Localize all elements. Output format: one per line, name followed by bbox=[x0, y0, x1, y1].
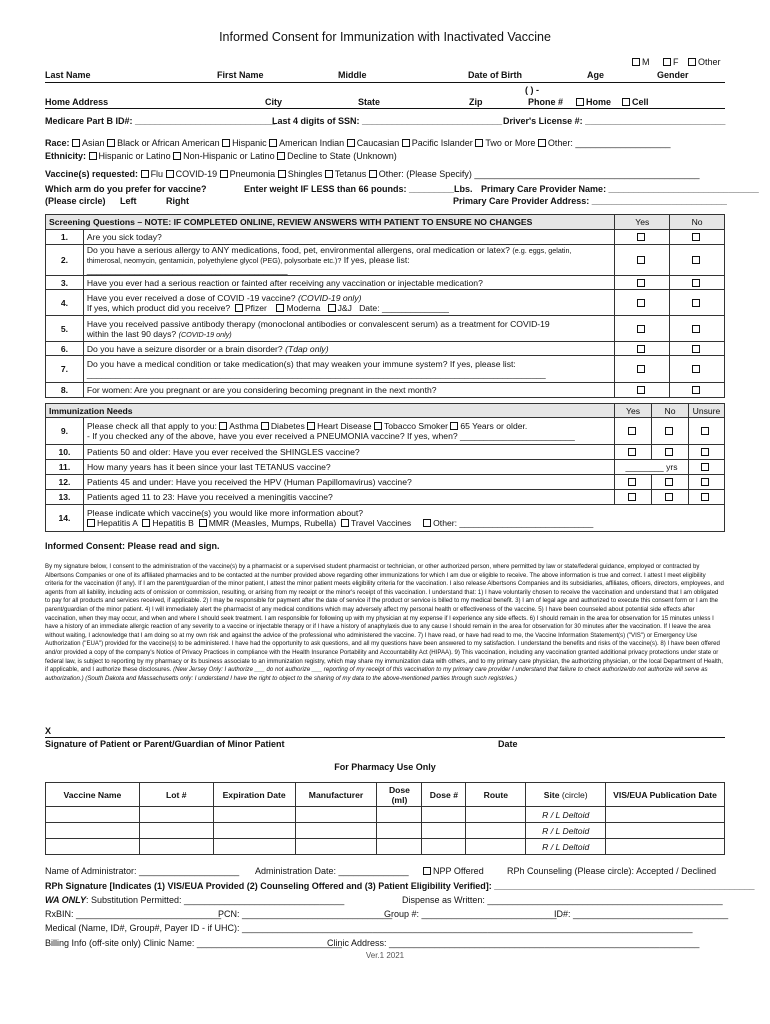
question-text: For women: Are you pregnant or are you considering becoming pregnant in the next month? bbox=[83, 383, 615, 398]
gender-m-checkbox[interactable]: M bbox=[632, 57, 650, 68]
col-header: VIS/EUA Publication Date bbox=[606, 783, 725, 807]
question-text: Do you have a medical condition or take medication(s) that may weaken your immune system? If yes, please list: ________________________________________________________________________________________________ bbox=[83, 356, 615, 383]
table-row bbox=[46, 823, 725, 839]
col-no: No bbox=[670, 215, 725, 230]
phone-cell-checkbox[interactable]: Cell bbox=[622, 97, 649, 108]
ethnicity-row: Ethnicity: Hispanic or Latino Non-Hispanic or Latino Decline to State (Unknown) bbox=[45, 151, 397, 161]
arm-right[interactable]: Right bbox=[166, 196, 189, 206]
table-row: 8. For women: Are you pregnant or are you considering becoming pregnant in the next month? bbox=[46, 383, 725, 398]
screening-table bbox=[45, 214, 725, 398]
yes-checkbox[interactable] bbox=[637, 365, 645, 373]
no-checkbox[interactable] bbox=[692, 279, 700, 287]
table-row bbox=[46, 839, 725, 855]
unsure-checkbox[interactable] bbox=[701, 463, 709, 471]
consent-text: By my signature below, I consent to the administration of the vaccine(s) by a pharmacist or a supervised student pharmacist or technician, or other authorized person, where permitted by law or state/federal guidance, employed or contracted by Albertsons Companies or one of its affiliated pharmacies and to be contacted at the number provided above regarding other immunizations for which I am due or eligible to receive. The above information is true and correct. I attest I meet eligibility criteria for the vaccination (if any). If I am the parent/guardian of the minor patient, I attest the minor patient meets eligibility criteria for the vaccination. I also release Albertsons Companies and its subsidiaries, affiliates, officers, directors, employees, and agents from all liability, including acts of omission or commission, resulting, or arising from my receipt or the minor's receipt of this vaccination. I understand that: 1) I have voluntarily chosen to receive the vaccination and understand that I am obligated to pay for all products and services received, if applicable. 2) I may be responsible for payment after the date of service if the product or service is billed to my medical benefit. 3) I am of legal age and authorized to execute this consent form or I am the parent/guardian of the minor patient. 4) I will immediately alert the pharmacist of any medical conditions which may adversely affect my personal health or effectiveness of the vaccine. 5) I have been counseled about potential side effects after vaccination, when they may occur, and when and where I should seek treatment. I am responsible for following up with my physician at my expense if I experience any side effects. 6) I should remain in the area for observation for 15 minutes unless I have a history of an immediate allergic reaction of any severity to a vaccine or injectable therapy or if I have a history of anaphylaxis due to any cause I should remain in the area for observation for 30 minutes after the vaccination. If I leave the area without waiting, I acknowledge that I am doing so at my own risk and against the advice of the professional who administered the vaccine. 7) I have read, or have had read to me, the Vaccine Information Statement(s) ("VIS") or Emergency Use Authorization ("EUA") provided for the vaccine(s) to be administered. I have had the opportunity to ask questions, and all my questions have been answered to my satisfaction. I understand the benefits and risks of the vaccine(s). 8) I have been offered and/or provided a copy of the company's Notice of Privacy Practices in compliance with the Health Insurance Portability and Accountability Act (HIPAA). 9) This vaccination, including any vaccination granted additional privacy protections under state or federal law, is subject to reporting by my pharmacy or its business associate to an immunization registry, which may share my immunization data with others, and to my primary care physician, the authorizing physician, or the local Department of Health, if applicable, and I authorize these disclosures. (New Jersey Only: I authorize ___ do not authorize ___ reporting of my receipt of this vaccination to my primary care provider I understand that failure to check authorize/do not authorize will serve as authorization.) (South Dakota and Massachusetts only: I understand I have the right to object to the sharing of my data to the above-mentioned parties through such registries.) bbox=[45, 563, 724, 682]
yes-checkbox[interactable] bbox=[637, 325, 645, 333]
question-text: Have you ever received a dose of COVID -19 vaccine? (COVID-19 only) If yes, which product did you receive? Pfizer Moderna J&J Date: ______________ bbox=[83, 290, 615, 316]
home-address-label: Home Address bbox=[45, 97, 109, 107]
unsure-checkbox[interactable] bbox=[701, 478, 709, 486]
unsure-checkbox[interactable] bbox=[701, 427, 709, 435]
arm-left[interactable]: Left bbox=[120, 196, 137, 206]
race-option[interactable]: Pacific Islander bbox=[402, 138, 473, 148]
screening-header: Screening Questions – NOTE: IF COMPLETED ONLINE, REVIEW ANSWERS WITH PATIENT TO ENSURE NO CHANGES bbox=[46, 215, 615, 230]
yes-checkbox[interactable] bbox=[628, 493, 636, 501]
please-circle: (Please circle) bbox=[45, 196, 106, 206]
question-text: Have you ever had a serious reaction or fainted after receiving any vaccination or injectable medication? bbox=[83, 276, 615, 290]
table-row: 10. Patients 50 and older: Have you ever received the SHINGLES vaccine? bbox=[46, 445, 725, 460]
medical-field[interactable]: Medical (Name, ID#, Group#, Payer ID - if UHC): __________________________________________________________________________________________ bbox=[45, 923, 693, 933]
admin-date-field[interactable]: Administration Date: ______________ bbox=[255, 866, 409, 876]
signature-line[interactable] bbox=[45, 737, 725, 738]
col-header: Expiration Date bbox=[213, 783, 295, 807]
yes-checkbox[interactable] bbox=[628, 448, 636, 456]
clinic-name-field[interactable]: Billing Info (off-site only) Clinic Name: _____________________________ bbox=[45, 938, 343, 948]
ssn-field[interactable]: Last 4 digits of SSN: ____________________________ bbox=[272, 116, 503, 126]
arm-question: Which arm do you prefer for vaccine? bbox=[45, 184, 207, 194]
administrator-field[interactable]: Name of Administrator: ____________________ bbox=[45, 866, 240, 876]
no-checkbox[interactable] bbox=[692, 233, 700, 241]
phone-label: Phone # bbox=[528, 97, 564, 107]
signature-x: X bbox=[45, 726, 52, 736]
pcn-field[interactable]: PCN: ______________________________ bbox=[218, 909, 393, 919]
no-checkbox[interactable] bbox=[692, 325, 700, 333]
col-header: Route bbox=[466, 783, 526, 807]
race-option[interactable]: Hispanic bbox=[222, 138, 267, 148]
table-row: 12. Patients 45 and under: Have you received the HPV (Human Papillomavirus) vaccine? bbox=[46, 475, 725, 490]
table-row: 3. Have you ever had a serious reaction or fainted after receiving any vaccination or injectable medication? bbox=[46, 276, 725, 290]
question-text: How many years has it been since your last TETANUS vaccine? bbox=[83, 460, 614, 475]
yes-checkbox[interactable] bbox=[637, 256, 645, 264]
gender-f-checkbox[interactable]: F bbox=[663, 57, 679, 68]
vaccine-option[interactable]: Other: (Please Specify) _____________________________________________ bbox=[369, 169, 700, 179]
table-row: 1. Are you sick today? bbox=[46, 230, 725, 245]
race-option[interactable]: Asian bbox=[72, 138, 105, 148]
race-option[interactable]: Two or More bbox=[475, 138, 535, 148]
site-circle[interactable]: R / L Deltoid bbox=[542, 825, 590, 836]
yes-checkbox[interactable] bbox=[628, 478, 636, 486]
dob-label: Date of Birth bbox=[468, 70, 522, 80]
state-label: State bbox=[358, 97, 381, 107]
race-row: Race: Asian Black or African American Hispanic American Indian Caucasian Pacific Islander Two or More Other: ___________________ bbox=[45, 138, 671, 148]
rph-signature-field[interactable]: RPh Signature [Indicates (1) VIS/EUA Provided (2) Counseling Offered and (3) Patient Eligibility Verified]: ____________________________________________________ bbox=[45, 881, 755, 891]
id-field[interactable]: ID#: _______________________________ bbox=[554, 909, 729, 919]
needs-table bbox=[45, 403, 725, 532]
last-name-label: Last Name bbox=[45, 70, 91, 80]
no-checkbox[interactable] bbox=[692, 386, 700, 394]
race-option[interactable]: Caucasian bbox=[347, 138, 400, 148]
no-checkbox[interactable] bbox=[665, 448, 673, 456]
ethnicity-option[interactable]: Non-Hispanic or Latino bbox=[173, 151, 275, 161]
question-text: Please check all that apply to you: Asthma Diabetes Heart Disease Tobacco Smoker 65 Years or older. - If you checked any of the above, have you ever received a PNEUMONIA vaccine? If yes, when? ________________________ bbox=[83, 418, 614, 445]
ethnicity-option[interactable]: Decline to State (Unknown) bbox=[277, 151, 397, 161]
yes-checkbox[interactable] bbox=[637, 279, 645, 287]
license-field[interactable]: Driver's License #: ____________________________ bbox=[503, 116, 726, 126]
form-title: Informed Consent for Immunization with Inactivated Vaccine bbox=[219, 30, 551, 44]
medicare-field[interactable]: Medicare Part B ID#: ____________________________ bbox=[45, 116, 276, 126]
race-option[interactable]: Black or African American bbox=[107, 138, 220, 148]
rxbin-field[interactable]: RxBIN: _____________________________ bbox=[45, 909, 222, 919]
col-unsure: Unsure bbox=[688, 404, 724, 418]
needs-header: Immunization Needs bbox=[46, 404, 615, 418]
gender-other-checkbox[interactable]: Other bbox=[688, 57, 721, 68]
vaccine-option[interactable]: Pneumonia bbox=[220, 169, 276, 179]
rph-counseling[interactable]: RPh Counseling (Please circle): Accepted / Declined bbox=[507, 866, 717, 876]
question-text: Patients 50 and older: Have you ever received the SHINGLES vaccine? bbox=[83, 445, 614, 460]
first-name-label: First Name bbox=[217, 70, 264, 80]
city-label: City bbox=[265, 97, 283, 107]
no-checkbox[interactable] bbox=[692, 299, 700, 307]
col-yes: Yes bbox=[615, 215, 670, 230]
table-row bbox=[46, 807, 725, 823]
race-option[interactable]: American Indian bbox=[269, 138, 344, 148]
yes-checkbox[interactable] bbox=[637, 345, 645, 353]
question-text: Are you sick today? bbox=[83, 230, 615, 245]
table-row: 14. Please indicate which vaccine(s) you would like more information about? Hepatitis A Hepatitis B MMR (Measles, Mumps, Rubella) Travel Vaccines Other: ____________________________ bbox=[46, 505, 725, 532]
gender-label: Gender bbox=[657, 70, 689, 80]
col-no: No bbox=[652, 404, 689, 418]
vaccines-row: Vaccine(s) requested: Flu COVID-19 Pneumonia Shingles Tetanus Other: (Please Specify) _____________________________________________ bbox=[45, 169, 700, 179]
question-text: Do you have a serious allergy to ANY medications, food, pet, environmental allergens, oral medication or latex? (e.g. eggs, gelatin, thimerosal, neomycin, gentamicin, polyethylene glycol (PEG), polysorbate etc.)? If yes, please list: __________________________________________ bbox=[83, 245, 615, 276]
table-row: 6. Do you have a seizure disorder or a brain disorder? (Tdap only) bbox=[46, 342, 725, 356]
dispense-field[interactable]: Dispense as Written: _______________________________________________ bbox=[402, 895, 723, 905]
table-row: 11. How many years has it been since your last TETANUS vaccine? ________ yrs bbox=[46, 460, 725, 475]
table-row: 7. Do you have a medical condition or take medication(s) that may weaken your immune system? If yes, please list: ________________________________________________________________________________________________ bbox=[46, 356, 725, 383]
vaccine-option[interactable]: COVID-19 bbox=[166, 169, 218, 179]
vaccine-option[interactable]: Flu bbox=[141, 169, 164, 179]
unsure-checkbox[interactable] bbox=[701, 493, 709, 501]
ethnicity-option[interactable]: Hispanic or Latino bbox=[89, 151, 171, 161]
pharmacy-table bbox=[45, 782, 725, 855]
pcp-address-field[interactable]: Primary Care Provider Address: ___________________________ bbox=[453, 196, 727, 206]
pcp-name-field[interactable]: Primary Care Provider Name: ______________________________ bbox=[481, 184, 759, 194]
table-header bbox=[46, 783, 725, 807]
table-row: 2. Do you have a serious allergy to ANY medications, food, pet, environmental allergens, oral medication or latex? (e.g. eggs, gelatin, thimerosal, neomycin, gentamicin, polyethylene glycol (PEG), polysorbate etc.)? If yes, please list: __________________________________________ bbox=[46, 245, 725, 276]
middle-label: Middle bbox=[338, 70, 367, 80]
clinic-address-field[interactable]: Clinic Address: ______________________________________________________________ bbox=[327, 938, 700, 948]
race-option[interactable]: Other: ___________________ bbox=[538, 138, 671, 148]
no-checkbox[interactable] bbox=[692, 345, 700, 353]
weight-field[interactable]: Enter weight IF LESS than 66 pounds: _________Lbs. bbox=[244, 184, 473, 194]
zip-label: Zip bbox=[469, 97, 483, 107]
years-field[interactable]: ________ yrs bbox=[615, 460, 689, 475]
col-header: Vaccine Name bbox=[46, 783, 140, 807]
question-text: Please indicate which vaccine(s) you would like more information about? Hepatitis A Hepatitis B MMR (Measles, Mumps, Rubella) Travel Vaccines Other: ____________________________ bbox=[83, 505, 724, 532]
table-row: 4. Have you ever received a dose of COVID -19 vaccine? (COVID-19 only) If yes, which product did you receive? Pfizer Moderna J&J Date: ______________ bbox=[46, 290, 725, 316]
age-label: Age bbox=[587, 70, 605, 80]
table-header bbox=[46, 404, 725, 418]
no-checkbox[interactable] bbox=[665, 478, 673, 486]
no-checkbox[interactable] bbox=[692, 256, 700, 264]
question-text: Have you received passive antibody therapy (monoclonal antibodies or convalescent serum) as a treatment for COVID-19 within the last 90 days? (COVID-19 only) bbox=[83, 316, 615, 342]
site-circle[interactable]: R / L Deltoid bbox=[542, 809, 590, 820]
site-circle[interactable]: R / L Deltoid bbox=[542, 841, 590, 852]
npp-checkbox[interactable]: NPP Offered bbox=[423, 866, 484, 877]
question-text: Patients aged 11 to 23: Have you received a meningitis vaccine? bbox=[83, 490, 614, 505]
no-checkbox[interactable] bbox=[692, 365, 700, 373]
group-field[interactable]: Group #: ___________________________ bbox=[384, 909, 557, 919]
col-header: Dose # bbox=[422, 783, 466, 807]
yes-checkbox[interactable] bbox=[637, 386, 645, 394]
table-row: 5. Have you received passive antibody therapy (monoclonal antibodies or convalescent serum) as a treatment for COVID-19 within the last 90 days? (COVID-19 only) bbox=[46, 316, 725, 342]
unsure-checkbox[interactable] bbox=[701, 448, 709, 456]
table-header bbox=[46, 215, 725, 230]
yes-checkbox[interactable] bbox=[628, 427, 636, 435]
phone-format: ( ) - bbox=[525, 85, 539, 95]
pharmacy-heading: For Pharmacy Use Only bbox=[334, 762, 436, 772]
no-checkbox[interactable] bbox=[665, 427, 673, 435]
table-row: 9. Please check all that apply to you: Asthma Diabetes Heart Disease Tobacco Smoker 65 Years or older. - If you checked any of the above, have you ever received a PNEUMONIA vaccine? If yes, when? ________________________ bbox=[46, 418, 725, 445]
col-header: Manufacturer bbox=[295, 783, 377, 807]
phone-home-checkbox[interactable]: Home bbox=[576, 97, 611, 108]
col-header: Dose (ml) bbox=[377, 783, 422, 807]
col-header: Site (circle) bbox=[526, 783, 606, 807]
table-row: 13. Patients aged 11 to 23: Have you received a meningitis vaccine? bbox=[46, 490, 725, 505]
no-checkbox[interactable] bbox=[665, 493, 673, 501]
signature-date-label: Date bbox=[498, 739, 518, 749]
question-text: Patients 45 and under: Have you received the HPV (Human Papillomavirus) vaccine? bbox=[83, 475, 614, 490]
yes-checkbox[interactable] bbox=[637, 299, 645, 307]
substitution-field[interactable]: WA ONLY: Substitution Permitted: ________________________________ bbox=[45, 895, 345, 905]
signature-label: Signature of Patient or Parent/Guardian of Minor Patient bbox=[45, 739, 285, 749]
vaccine-option[interactable]: Tetanus bbox=[325, 169, 367, 179]
col-header: Lot # bbox=[139, 783, 213, 807]
col-yes: Yes bbox=[615, 404, 652, 418]
question-text: Do you have a seizure disorder or a brain disorder? (Tdap only) bbox=[83, 342, 615, 356]
consent-heading: Informed Consent: Please read and sign. bbox=[45, 541, 220, 551]
version-label: Ver.1 2021 bbox=[365, 951, 405, 960]
yes-checkbox[interactable] bbox=[637, 233, 645, 241]
vaccine-option[interactable]: Shingles bbox=[278, 169, 323, 179]
